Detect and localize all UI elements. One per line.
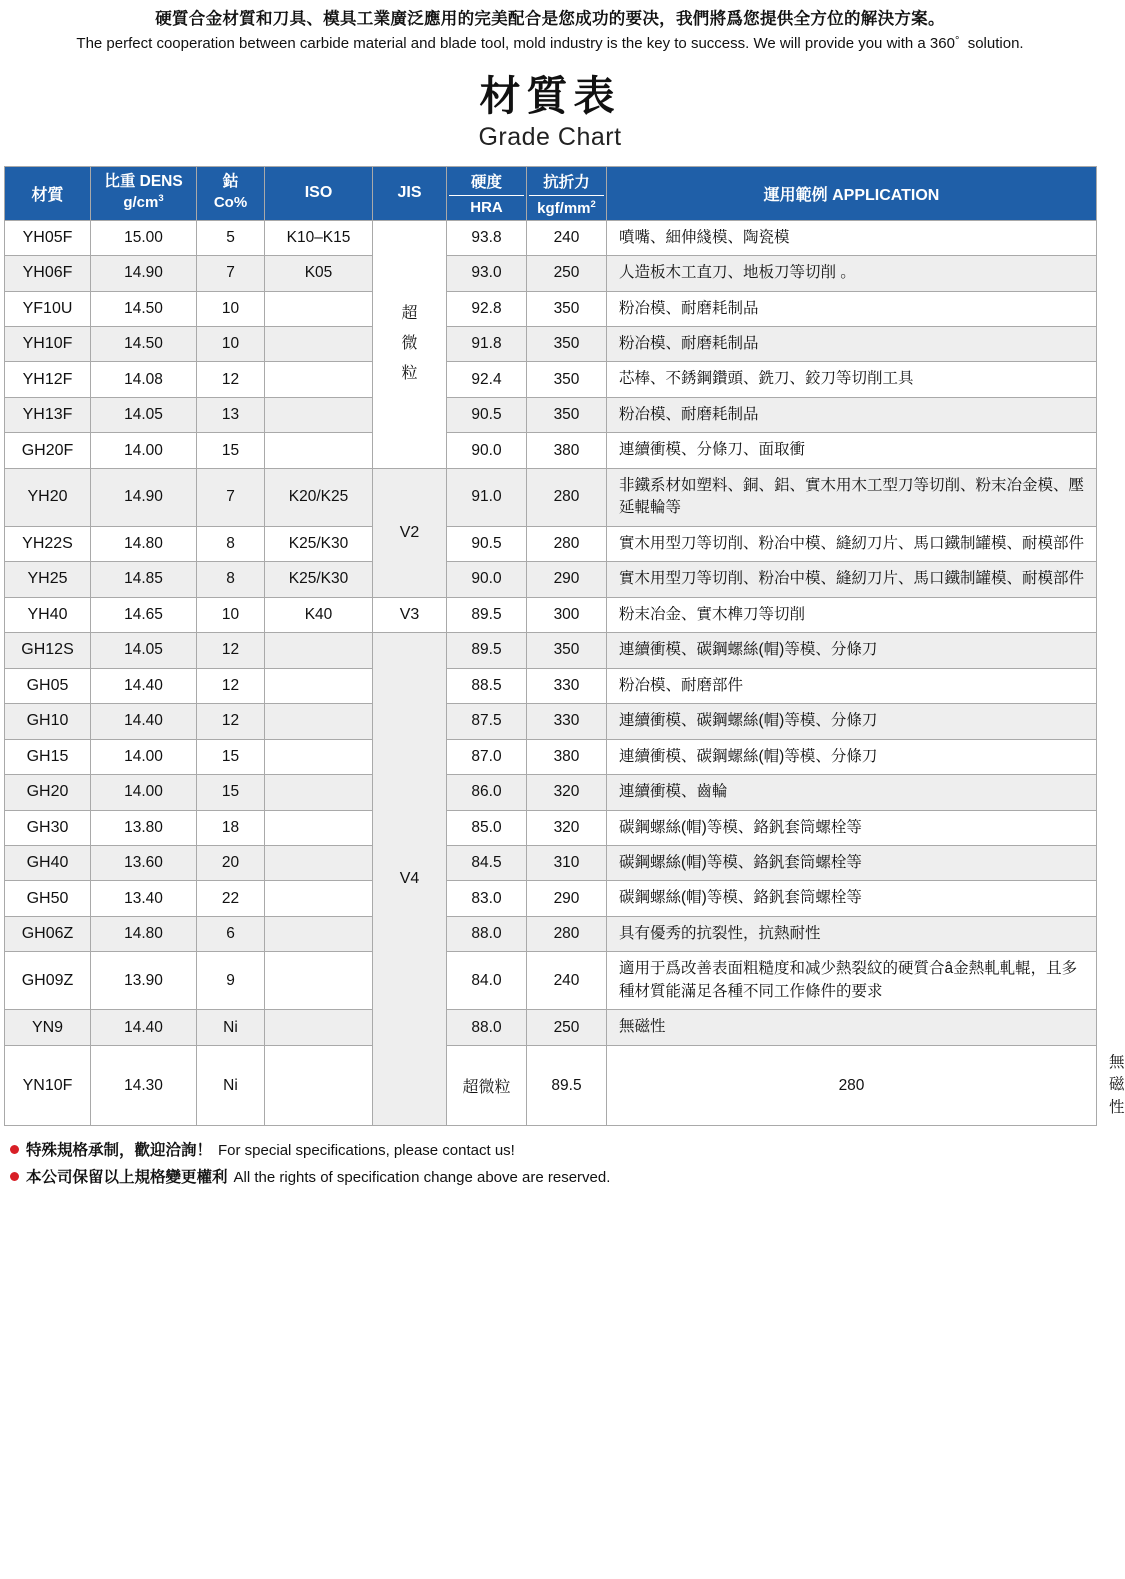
- cell-kgf: 250: [527, 256, 607, 291]
- cell-iso: K05: [265, 256, 373, 291]
- cell-hra: 92.4: [447, 362, 527, 397]
- col-cobalt-label: 鈷: [222, 173, 239, 191]
- cell-iso: K25/K30: [265, 562, 373, 597]
- intro-block: [0, 0, 1100, 55]
- cell-kgf: 320: [527, 810, 607, 845]
- title-chinese: 材質表: [479, 73, 621, 120]
- cell-hra: 93.8: [447, 220, 527, 255]
- cell-kgf: 330: [527, 668, 607, 703]
- cell-density: 14.05: [91, 633, 197, 668]
- page-title: [0, 73, 1100, 151]
- cell-cobalt: 8: [197, 562, 265, 597]
- cell-kgf: 280: [527, 468, 607, 526]
- cell-material: YF10U: [5, 291, 91, 326]
- cell-kgf: 240: [527, 220, 607, 255]
- footer-notes: [4, 1138, 1096, 1187]
- cell-application: 粉冶模、耐磨耗制品: [607, 291, 1097, 326]
- cell-cobalt: Ni: [197, 1010, 265, 1045]
- cell-hra: 89.5: [447, 597, 527, 632]
- cell-jis-ultrafine: [373, 220, 447, 468]
- cell-cobalt: 12: [197, 704, 265, 739]
- jis-v4-label: V4: [399, 870, 420, 888]
- cell-kgf: 350: [527, 397, 607, 432]
- col-material: [5, 166, 91, 220]
- cell-hra: 88.0: [447, 1010, 527, 1045]
- table-row: [5, 704, 1097, 739]
- col-iso: [265, 166, 373, 220]
- cell-hra: 84.0: [447, 952, 527, 1010]
- col-density: [91, 166, 197, 220]
- cell-material: GH50: [5, 881, 91, 916]
- cell-material: YH06F: [5, 256, 91, 291]
- cell-jis-v4: [373, 633, 447, 1126]
- cell-application: 適用于爲改善表面粗糙度和减少熱裂紋的硬質合â金熱軋軋輥，且多種材質能滿足各種不同工作條件的要求: [607, 952, 1097, 1010]
- jis-char-2: 微: [401, 335, 418, 352]
- cell-cobalt: 10: [197, 291, 265, 326]
- table-row: [5, 526, 1097, 561]
- cell-material: GH20F: [5, 433, 91, 468]
- cell-cobalt: 12: [197, 668, 265, 703]
- cell-application: 噴嘴、細伸綫模、陶瓷模: [607, 220, 1097, 255]
- jis-char-1: 超: [401, 304, 418, 322]
- bullet-icon: [10, 1145, 19, 1154]
- cell-application: 粉末冶金、實木榫刀等切削: [607, 597, 1097, 632]
- cell-hra: 93.0: [447, 256, 527, 291]
- cell-kgf: 380: [527, 433, 607, 468]
- cell-cobalt: 9: [197, 952, 265, 1010]
- bullet-icon: [10, 1172, 19, 1181]
- cell-hra: 90.0: [447, 433, 527, 468]
- cell-material: GH05: [5, 668, 91, 703]
- cell-density: 14.00: [91, 433, 197, 468]
- cell-hra: 83.0: [447, 881, 527, 916]
- cell-kgf: 350: [527, 633, 607, 668]
- jis-char-3: 粒: [401, 365, 418, 383]
- table-header: [5, 166, 1097, 220]
- cell-iso: [265, 846, 373, 881]
- cell-material: YH13F: [5, 397, 91, 432]
- cell-application: 芯棒、不銹鋼鑽頭、銑刀、鉸刀等切削工具: [607, 362, 1097, 397]
- cell-iso: [265, 291, 373, 326]
- cell-density: 14.90: [91, 468, 197, 526]
- cell-material: GH20: [5, 775, 91, 810]
- cell-iso: [265, 433, 373, 468]
- cell-iso: [265, 362, 373, 397]
- cell-application: 粉冶模、耐磨耗制品: [607, 397, 1097, 432]
- cell-iso: [265, 739, 373, 774]
- table-row: [5, 739, 1097, 774]
- col-strength: [527, 166, 607, 220]
- cell-kgf: 290: [527, 881, 607, 916]
- footer-note-1-en: For special specifications, please contact us!: [218, 1142, 515, 1160]
- cell-application: 碳鋼螺絲(帽)等模、鉻釩套筒螺栓等: [607, 881, 1097, 916]
- cell-cobalt: 13: [197, 397, 265, 432]
- cell-density: 14.85: [91, 562, 197, 597]
- cell-cobalt: 20: [197, 846, 265, 881]
- footer-note-2: [10, 1165, 1096, 1187]
- cell-application: 連續衝模、碳鋼螺絲(帽)等模、分條刀: [607, 704, 1097, 739]
- cell-hra: 89.5: [527, 1045, 607, 1125]
- cell-material: YH25: [5, 562, 91, 597]
- cell-material: YH40: [5, 597, 91, 632]
- cell-kgf: 300: [527, 597, 607, 632]
- cell-hra: 92.8: [447, 291, 527, 326]
- cell-material: GH10: [5, 704, 91, 739]
- cell-jis-v3: V3: [373, 597, 447, 632]
- cell-hra: 87.5: [447, 704, 527, 739]
- cell-kgf: 350: [527, 326, 607, 361]
- col-density-unit: $g/cm^3$: [123, 193, 164, 212]
- col-cobalt: [197, 166, 265, 220]
- cell-application: 具有優秀的抗裂性，抗熱耐性: [607, 916, 1097, 951]
- cell-iso: [265, 397, 373, 432]
- col-application: [607, 166, 1097, 220]
- intro-english: [10, 33, 1090, 56]
- table-row: [5, 597, 1097, 632]
- cell-kgf: 310: [527, 846, 607, 881]
- cell-material: YH10F: [5, 326, 91, 361]
- cell-iso: [265, 775, 373, 810]
- table-row: [5, 846, 1097, 881]
- cell-hra: 90.0: [447, 562, 527, 597]
- cell-material: GH30: [5, 810, 91, 845]
- cell-density: 14.40: [91, 1010, 197, 1045]
- cell-application: 連續衝模、碳鋼螺絲(帽)等模、分條刀: [607, 633, 1097, 668]
- cell-density: 14.80: [91, 526, 197, 561]
- cell-iso: K10–K15: [265, 220, 373, 255]
- cell-iso: [265, 1010, 373, 1045]
- cell-application: 實木用型刀等切削、粉冶中模、縫紉刀片、馬口鐵制罐模、耐模部件: [607, 526, 1097, 561]
- col-iso-label: ISO: [304, 184, 333, 202]
- table-row: [5, 1010, 1097, 1045]
- table-row: [5, 397, 1097, 432]
- cell-hra: 91.0: [447, 468, 527, 526]
- cell-iso: [265, 952, 373, 1010]
- cell-kgf: 320: [527, 775, 607, 810]
- cell-cobalt: 22: [197, 881, 265, 916]
- cell-material: GH15: [5, 739, 91, 774]
- cell-density: 14.65: [91, 597, 197, 632]
- degree-symbol: °: [954, 34, 960, 47]
- intro-english-before: The perfect cooperation between carbide material and blade tool, mold industry is the key to success. We will provide you with a 360: [76, 34, 955, 52]
- intro-english-after: solution.: [967, 34, 1024, 52]
- cell-density: 14.40: [91, 704, 197, 739]
- cell-material: YH05F: [5, 220, 91, 255]
- cell-density: 14.90: [91, 256, 197, 291]
- cell-application: 粉冶模、耐磨部件: [607, 668, 1097, 703]
- cell-hra: 90.5: [447, 526, 527, 561]
- cell-material: YN9: [5, 1010, 91, 1045]
- col-cobalt-unit: Co%: [213, 194, 248, 212]
- footer-note-1-cn: 特殊規格承制，歡迎洽詢！: [26, 1142, 213, 1160]
- cell-iso: K25/K30: [265, 526, 373, 561]
- cell-density: 13.60: [91, 846, 197, 881]
- cell-cobalt: 10: [197, 597, 265, 632]
- cell-hra: 88.0: [447, 916, 527, 951]
- table-row: [5, 562, 1097, 597]
- cell-cobalt: Ni: [197, 1045, 265, 1125]
- cell-hra: 91.8: [447, 326, 527, 361]
- cell-kgf: 330: [527, 704, 607, 739]
- cell-cobalt: 7: [197, 468, 265, 526]
- col-hardness: [447, 166, 527, 220]
- cell-application: 碳鋼螺絲(帽)等模、鉻釩套筒螺栓等: [607, 810, 1097, 845]
- cell-hra: 84.5: [447, 846, 527, 881]
- cell-cobalt: 5: [197, 220, 265, 255]
- cell-density: 13.90: [91, 952, 197, 1010]
- cell-iso: [265, 704, 373, 739]
- title-english: Grade Chart: [478, 122, 622, 151]
- cell-kgf: 290: [527, 562, 607, 597]
- cell-density: 13.80: [91, 810, 197, 845]
- table-row: YN10F 14.30 Ni 超微粒 89.5 280 無磁性: [5, 1045, 1097, 1125]
- cell-material: GH09Z: [5, 952, 91, 1010]
- table-row: [5, 633, 1097, 668]
- col-hardness-unit: HRA: [470, 199, 503, 217]
- cell-cobalt: 12: [197, 362, 265, 397]
- footer-note-2-cn: 本公司保留以上規格變更權利: [26, 1169, 228, 1187]
- col-hardness-label: 硬度: [449, 170, 524, 196]
- cell-density: 14.50: [91, 326, 197, 361]
- cell-kgf: 350: [527, 362, 607, 397]
- table-row: [5, 433, 1097, 468]
- cell-cobalt: 7: [197, 256, 265, 291]
- cell-application: 粉冶模、耐磨耗制品: [607, 326, 1097, 361]
- table-row: [5, 256, 1097, 291]
- cell-cobalt: 10: [197, 326, 265, 361]
- cell-kgf: 280: [527, 526, 607, 561]
- cell-application: 實木用型刀等切削、粉冶中模、縫紉刀片、馬口鐵制罐模、耐模部件: [607, 562, 1097, 597]
- cell-cobalt: 6: [197, 916, 265, 951]
- col-material-label: 材質: [31, 186, 64, 204]
- cell-application: 無磁性: [607, 1010, 1097, 1045]
- grade-table: [4, 166, 1125, 1127]
- cell-iso: [265, 633, 373, 668]
- cell-cobalt: 12: [197, 633, 265, 668]
- col-application-label: 運用範例 APPLICATION: [763, 186, 940, 204]
- cell-density: 14.00: [91, 775, 197, 810]
- cell-iso: [265, 1045, 373, 1125]
- cell-density: 14.30: [91, 1045, 197, 1125]
- cell-cobalt: 18: [197, 810, 265, 845]
- cell-cobalt: 8: [197, 526, 265, 561]
- cell-kgf: 250: [527, 1010, 607, 1045]
- cell-jis-ultrafine-last: 超微粒: [447, 1045, 527, 1125]
- footer-note-1: [10, 1138, 1096, 1160]
- cell-kgf: 240: [527, 952, 607, 1010]
- cell-material: YN10F: [5, 1045, 91, 1125]
- table-row: [5, 362, 1097, 397]
- cell-iso: K40: [265, 597, 373, 632]
- col-strength-label: 抗折力: [529, 170, 604, 196]
- cell-density: 14.40: [91, 668, 197, 703]
- cell-application: 碳鋼螺絲(帽)等模、鉻釩套筒螺栓等: [607, 846, 1097, 881]
- cell-application: 連續衝模、分條刀、面取衝: [607, 433, 1097, 468]
- table-row: [5, 291, 1097, 326]
- cell-kgf: 280: [527, 916, 607, 951]
- cell-material: YH20: [5, 468, 91, 526]
- cell-material: GH06Z: [5, 916, 91, 951]
- table-row: [5, 326, 1097, 361]
- cell-kgf: 350: [527, 291, 607, 326]
- cell-cobalt: 15: [197, 433, 265, 468]
- cell-iso: [265, 668, 373, 703]
- table-row: [5, 468, 1097, 526]
- cell-hra: 88.5: [447, 668, 527, 703]
- table-row: [5, 952, 1097, 1010]
- cell-application: 人造板木工直刀、地板刀等切削 。: [607, 256, 1097, 291]
- cell-hra: 90.5: [447, 397, 527, 432]
- table-row: [5, 775, 1097, 810]
- cell-application: 連續衝模、碳鋼螺絲(帽)等模、分條刀: [607, 739, 1097, 774]
- cell-density: 14.00: [91, 739, 197, 774]
- cell-hra: 87.0: [447, 739, 527, 774]
- cell-iso: [265, 881, 373, 916]
- cell-material: YH22S: [5, 526, 91, 561]
- col-jis: [373, 166, 447, 220]
- cell-iso: [265, 326, 373, 361]
- cell-application: 連續衝模、齒輪: [607, 775, 1097, 810]
- cell-material: GH40: [5, 846, 91, 881]
- cell-hra: 86.0: [447, 775, 527, 810]
- cell-density: 14.80: [91, 916, 197, 951]
- table-row: [5, 668, 1097, 703]
- table-row: [5, 881, 1097, 916]
- table-row: [5, 220, 1097, 255]
- table-row: [5, 810, 1097, 845]
- cell-density: 13.40: [91, 881, 197, 916]
- cell-hra: 89.5: [447, 633, 527, 668]
- cell-density: 14.50: [91, 291, 197, 326]
- cell-cobalt: 15: [197, 739, 265, 774]
- cell-kgf: 380: [527, 739, 607, 774]
- cell-hra: 85.0: [447, 810, 527, 845]
- cell-density: 15.00: [91, 220, 197, 255]
- intro-chinese: 硬質合金材質和刀具、模具工業廣泛應用的完美配合是您成功的要决，我們將爲您提供全方位的解決方案。: [155, 10, 945, 28]
- cell-material: YH12F: [5, 362, 91, 397]
- col-jis-label: JIS: [397, 184, 422, 202]
- cell-density: 14.08: [91, 362, 197, 397]
- cell-jis-v2: V2: [373, 468, 447, 597]
- cell-cobalt: 15: [197, 775, 265, 810]
- cell-kgf: 280: [607, 1045, 1097, 1125]
- cell-application: 非鐵系材如塑料、銅、鋁、實木用木工型刀等切削、粉末冶金模、壓延輥輪等: [607, 468, 1097, 526]
- col-strength-unit: kgf/$mm^2$: [537, 198, 596, 217]
- footer-note-2-en: All the rights of specification change above are reserved.: [233, 1169, 611, 1187]
- col-density-label: 比重 DENS: [104, 173, 183, 191]
- table-row: [5, 916, 1097, 951]
- cell-iso: [265, 810, 373, 845]
- cell-iso: [265, 916, 373, 951]
- cell-material: GH12S: [5, 633, 91, 668]
- table-body: [5, 220, 1125, 1126]
- cell-density: 14.05: [91, 397, 197, 432]
- cell-iso: K20/K25: [265, 468, 373, 526]
